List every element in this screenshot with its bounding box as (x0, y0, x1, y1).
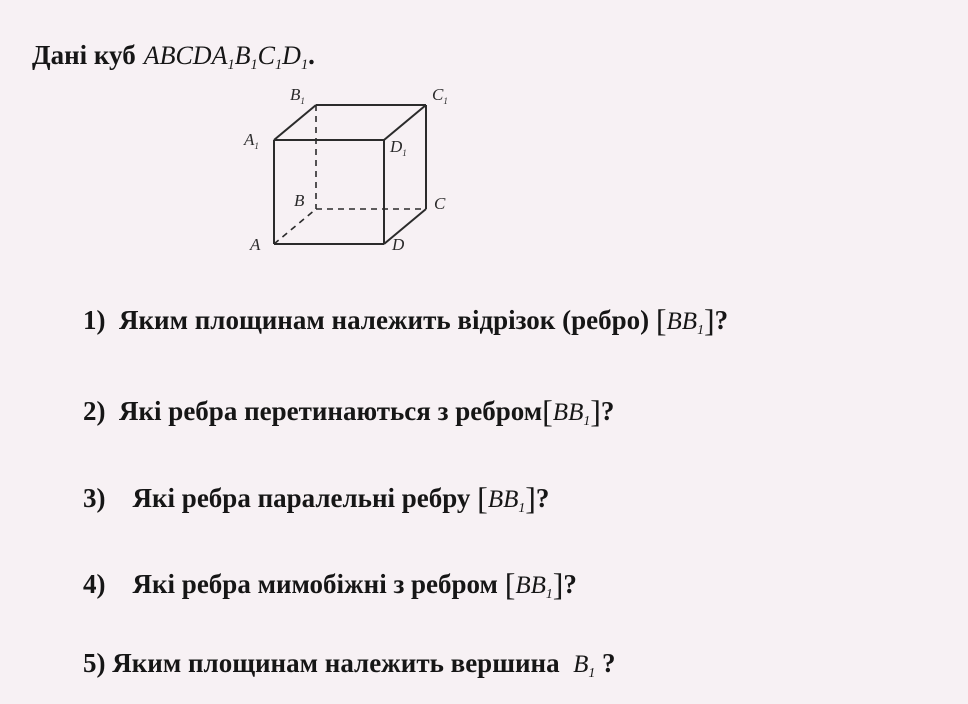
question-1: 1) Яким площинам належить відрізок (ребро) $[BB_1]$? (83, 302, 729, 338)
question-2: 2) Які ребра перетинаються з $ребром[BB_1]$? (83, 393, 615, 429)
vertex-label-A1: $A_1$ (244, 130, 259, 151)
vertex-label-B1: $B_1$ (290, 85, 305, 106)
cube-diagram (232, 78, 472, 268)
edge-C1D1 (384, 105, 426, 140)
question-4: 4) Які ребра мимобіжні з ребром $[BB_1]$? (83, 566, 577, 602)
vertex-label-C: C (434, 194, 446, 213)
cube-name: $ABCDA_1B_1C_1D_1$ (143, 41, 309, 73)
edge-A1B1 (274, 105, 316, 140)
vertex-label-D1: $D_1$ (390, 137, 407, 158)
title-text: Дані куб (32, 40, 136, 70)
question-3: 3) Які ребра паралельні ребру $[BB_1]$? (83, 480, 550, 516)
vertex-label-B: B (294, 191, 305, 210)
question-5: 5) Яким площинам належить вершина $B_1$ ? (83, 648, 616, 680)
vertex-label-A: A (250, 235, 261, 254)
vertex-label-D: D (392, 235, 405, 254)
edge-AB-hidden (274, 209, 316, 244)
vertex-label-C1: $C_1$ (432, 85, 448, 106)
problem-title: Дані куб $ABCDA_1B_1C_1D_1$. (32, 40, 315, 73)
edge-CD (384, 209, 426, 244)
